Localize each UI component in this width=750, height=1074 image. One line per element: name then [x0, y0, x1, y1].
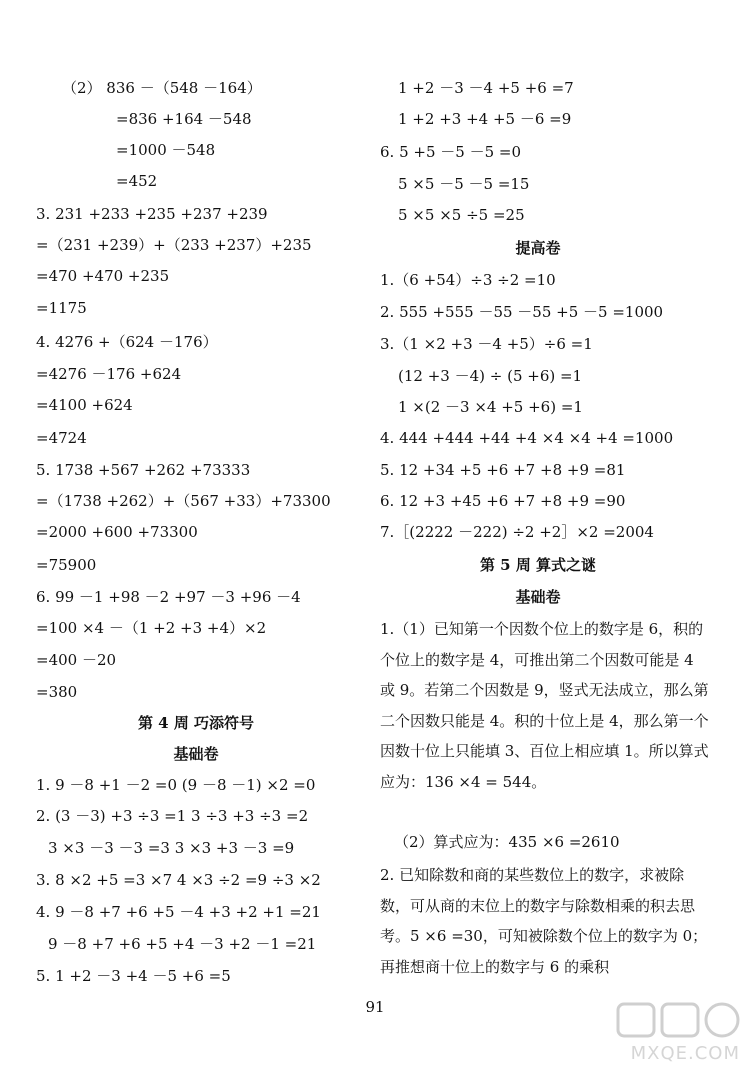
text-line: 4. 4276 +（624 －176）: [36, 333, 218, 351]
text-line: （2） 836 －（548 －164）: [62, 79, 262, 97]
text-line: 9 －8 +7 +6 +5 +4 －3 +2 －1 =21: [48, 935, 317, 953]
text-line: =1000 －548: [116, 141, 216, 159]
text-line: 4. 444 +444 +44 +4 ×4 ×4 +4 =1000: [380, 429, 674, 447]
watermark-text: MXQE.COM: [630, 1043, 740, 1064]
paragraph: （2）算式应为：435 ×6 =2610: [394, 833, 620, 851]
section-subheading: 基础卷: [515, 588, 561, 606]
text-line: 1 +2 +3 +4 +5 －6 =9: [398, 110, 572, 128]
text-line: =2000 +600 +73300: [36, 523, 198, 541]
text-line: =75900: [36, 556, 97, 574]
text-line: =4724: [36, 429, 87, 447]
watermark-icon: [616, 998, 744, 1046]
watermark-logo: [616, 998, 744, 1068]
text-line: =380: [36, 683, 78, 701]
text-line: =452: [116, 172, 158, 190]
text-line: 7.［(2222 －222) ÷2 +2］×2 =2004: [380, 523, 654, 541]
text-line: 1. 9 －8 +1 －2 =0 (9 －8 －1) ×2 =0: [36, 776, 316, 794]
text-line: 1.（6 +54）÷3 ÷2 =10: [380, 271, 556, 289]
text-line: 3 ×3 －3 －3 =3 3 ×3 +3 －3 =9: [48, 839, 295, 857]
text-line: 3. 8 ×2 +5 =3 ×7 4 ×3 ÷2 =9 ÷3 ×2: [36, 871, 321, 889]
section-heading: 第 5 周 算式之谜: [479, 556, 597, 574]
text-line: 5. 1738 +567 +262 +73333: [36, 461, 251, 479]
text-line: =400 －20: [36, 651, 117, 669]
text-line: 6. 12 +3 +45 +6 +7 +8 +9 =90: [380, 492, 626, 510]
text-line: 3. 231 +233 +235 +237 +239: [36, 205, 268, 223]
section-subheading: 提高卷: [515, 239, 561, 257]
paragraph: 2. 已知除数和商的某些数位上的数字，求被除数，可从商的末位上的数字与除数相乘的积去思考。5 ×6 =30，可知被除数个位上的数字为 0；再推想商十位上的数字与 6 的乘积: [380, 866, 708, 976]
text-line: 5 ×5 －5 －5 =15: [398, 175, 530, 193]
text-line: 5 ×5 ×5 ÷5 =25: [398, 206, 525, 224]
text-line: 1 ×(2 －3 ×4 +5 +6) =1: [398, 398, 583, 416]
text-line: =4100 +624: [36, 396, 133, 414]
text-line: 5. 12 +34 +5 +6 +7 +8 +9 =81: [380, 461, 626, 479]
text-line: =4276 －176 +624: [36, 365, 182, 383]
text-line: 5. 1 +2 －3 +4 －5 +6 =5: [36, 967, 231, 985]
paragraph: 1.（1）已知第一个因数个位上的数字是 6，积的个位上的数字是 4，可推出第二个因数可能是 4 或 9。若第二个因数是 9，竖式无法成立，那么第二个因数只能是 4。积的十位上是 4，那么第一个因数十位上只能填 3、百位上相应填 1。所以算式应为：136 ×4 = 544。: [380, 620, 709, 791]
text-line: 6. 5 +5 －5 －5 =0: [380, 143, 522, 161]
text-line: =（231 +239）+（233 +237）+235: [36, 236, 312, 254]
text-line: =1175: [36, 299, 87, 317]
text-line: =（1738 +262）+（567 +33）+73300: [36, 492, 331, 510]
text-line: 1 +2 －3 －4 +5 +6 =7: [398, 79, 574, 97]
text-line: 6. 99 －1 +98 －2 +97 －3 +96 －4: [36, 588, 301, 606]
text-line: 2. (3 －3) +3 ÷3 =1 3 ÷3 +3 ÷3 =2: [36, 807, 309, 825]
text-line: 3.（1 ×2 +3 －4 +5）÷6 =1: [380, 335, 593, 353]
text-line: 4. 9 －8 +7 +6 +5 －4 +3 +2 +1 =21: [36, 903, 321, 921]
text-line: =836 +164 －548: [116, 110, 252, 128]
section-subheading: 基础卷: [173, 745, 219, 763]
text-line: 2. 555 +555 －55 －55 +5 －5 =1000: [380, 303, 664, 321]
text-line: =100 ×4 －（1 +2 +3 +4）×2: [36, 619, 267, 637]
text-line: (12 +3 －4) ÷ (5 +6) =1: [398, 367, 583, 385]
text-line: =470 +470 +235: [36, 267, 170, 285]
page-number: 91: [365, 998, 385, 1016]
section-heading: 第 4 周 巧添符号: [137, 714, 255, 732]
